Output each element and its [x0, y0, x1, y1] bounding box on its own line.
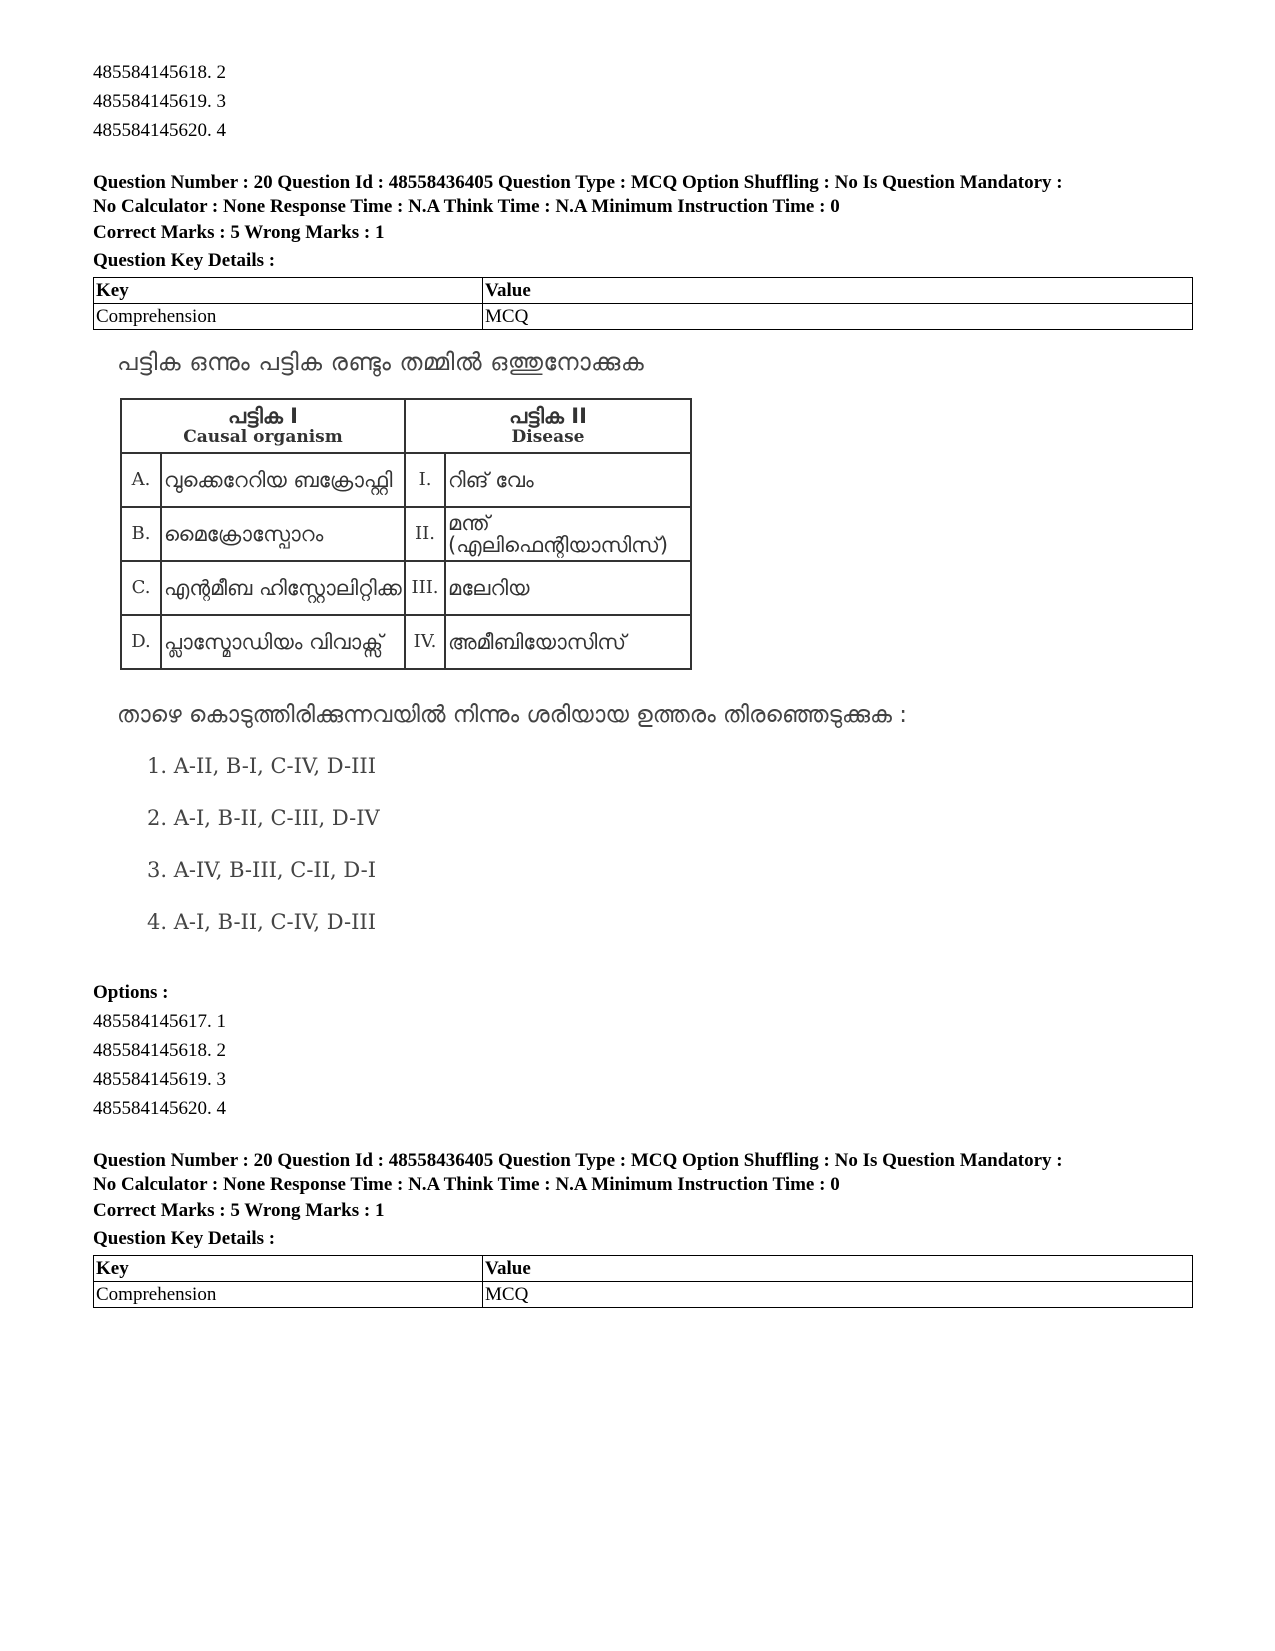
- match-row: A. വുക്കെറേറിയ ബക്രോഫ്റ്റി I. റിങ് വേം: [121, 453, 691, 507]
- key-details-label: Question Key Details :: [93, 250, 276, 271]
- option-line: 485584145619. 3: [93, 1069, 226, 1090]
- key-details-table-2: [93, 1255, 1193, 1308]
- marks-line: Correct Marks : 5 Wrong Marks : 1: [93, 222, 385, 243]
- option-line: 485584145618. 2: [93, 62, 226, 83]
- option-line: 485584145620. 4: [93, 1098, 226, 1119]
- options-list: [93, 1007, 1193, 1123]
- option-line: 485584145617. 1: [93, 1011, 226, 1032]
- value-cell: MCQ: [483, 1282, 1193, 1308]
- key-cell: Comprehension: [94, 1282, 483, 1308]
- question-meta-line-1: Question Number : 20 Question Id : 48558436405 Question Type : MCQ Option Shuffling : No Is Question Mandatory :: [93, 1150, 1063, 1171]
- question-meta-line-2: No Calculator : None Response Time : N.A Think Time : N.A Minimum Instruction Time : 0: [93, 196, 840, 217]
- column-1-header: പട്ടിക I Causal organism: [121, 399, 405, 453]
- option-line: 485584145620. 4: [93, 120, 226, 141]
- answer-choice: 3. A-IV, B-III, C-II, D-I: [147, 858, 376, 882]
- key-details-table: [93, 277, 1193, 330]
- document-page: [93, 58, 1193, 1308]
- option-line: 485584145619. 3: [93, 91, 226, 112]
- value-header-cell: Value: [483, 278, 1193, 304]
- key-header-cell: Key: [94, 278, 483, 304]
- top-options-list: [93, 58, 1193, 145]
- match-table: [120, 398, 692, 670]
- question-meta-line-1: Question Number : 20 Question Id : 48558436405 Question Type : MCQ Option Shuffling : No Is Question Mandatory :: [93, 172, 1063, 193]
- question-header: [93, 171, 1193, 275]
- value-cell: MCQ: [483, 304, 1193, 330]
- question-title: പട്ടിക ഒന്നും പട്ടിക രണ്ടും തമ്മിൽ ഒത്തുനോക്കുക: [117, 348, 645, 376]
- match-row: B. മൈക്രോസ്പോറം II. മന്ത് (എലിഫെന്റിയാസിസ്): [121, 507, 691, 561]
- question-meta-line-2: No Calculator : None Response Time : N.A Think Time : N.A Minimum Instruction Time : 0: [93, 1174, 840, 1195]
- marks-line: Correct Marks : 5 Wrong Marks : 1: [93, 1200, 385, 1221]
- options-label: Options :: [93, 982, 169, 1003]
- key-details-label: Question Key Details :: [93, 1228, 276, 1249]
- answer-choice: 2. A-I, B-II, C-III, D-IV: [147, 806, 380, 830]
- question-header-2: [93, 1149, 1193, 1253]
- answer-choice: 1. A-II, B-I, C-IV, D-III: [147, 754, 376, 778]
- match-row: C. എന്റമീബ ഹിസ്റ്റോലിറ്റിക്ക III. മലേറിയ: [121, 561, 691, 615]
- key-cell: Comprehension: [94, 304, 483, 330]
- option-line: 485584145618. 2: [93, 1040, 226, 1061]
- value-header-cell: Value: [483, 1256, 1193, 1282]
- column-2-header: പട്ടിക II Disease: [405, 399, 691, 453]
- key-header-cell: Key: [94, 1256, 483, 1282]
- question-instruction: താഴെ കൊടുത്തിരിക്കുന്നവയിൽ നിന്നും ശരിയായ ഉത്തരം തിരഞ്ഞെടുക്കുക :: [117, 702, 907, 728]
- answer-choice: 4. A-I, B-II, C-IV, D-III: [147, 910, 376, 934]
- question-image: [93, 338, 1193, 978]
- match-row: D. പ്ലാസ്മോഡിയം വിവാക്സ് IV. അമീബിയോസിസ്: [121, 615, 691, 669]
